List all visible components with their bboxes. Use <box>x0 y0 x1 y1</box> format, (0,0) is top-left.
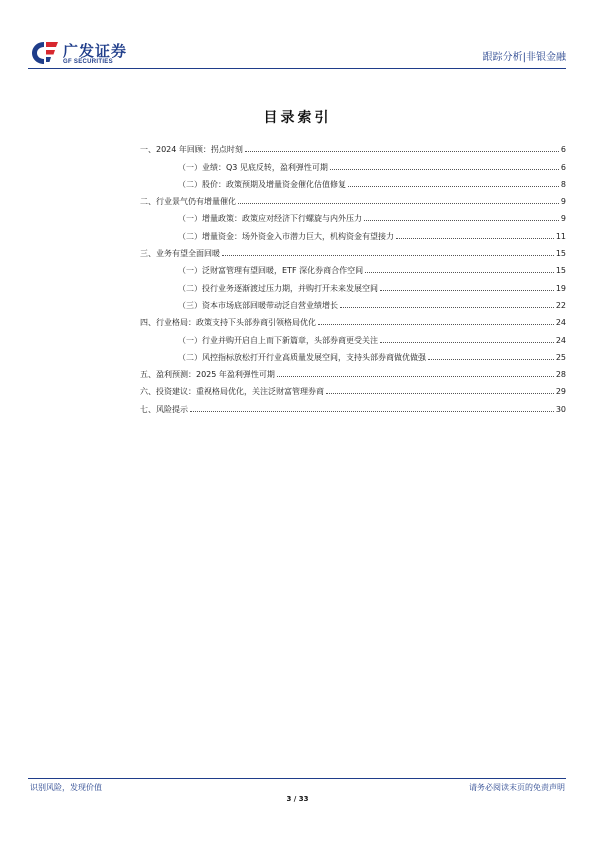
toc-entry[interactable] <box>140 242 566 259</box>
footer-slogan: 识别风险，发现价值 <box>30 783 102 792</box>
logo-name: 广发证券 <box>63 42 128 60</box>
toc-entry[interactable] <box>140 138 566 155</box>
toc-entry[interactable] <box>140 224 566 241</box>
toc-entry-title: 二、行业景气仍有增量催化 <box>140 197 236 207</box>
toc-entry-page: 28 <box>555 370 566 380</box>
logo-subtitle: GF SECURITIES <box>63 59 113 65</box>
toc-entry-page: 24 <box>555 318 566 328</box>
toc-entry-title: （一）泛财富管理有望回暖，ETF 深化券商合作空间 <box>178 266 364 276</box>
toc-entry-page: 6 <box>560 162 566 172</box>
toc-entry[interactable] <box>140 311 566 328</box>
toc-entry-page: 30 <box>555 404 566 414</box>
toc-entry-title: （一）增量政策：政策应对经济下行螺旋与内外压力 <box>178 214 362 224</box>
toc-entry-page: 9 <box>560 197 566 207</box>
toc-entry-title: 七、风险提示 <box>140 404 188 414</box>
toc-leader-dots <box>330 168 559 170</box>
toc-entry-title: （二）股价：政策预期及增量资金催化估值修复 <box>178 179 346 189</box>
toc-entry-title: 三、业务有望全面回暖 <box>140 249 220 259</box>
toc-entry-title: 四、行业格局：政策支持下头部券商引领格局优化 <box>140 318 316 328</box>
toc-entry-title: 五、盈利预测：2025 年盈利弹性可期 <box>140 370 275 380</box>
toc-entry[interactable] <box>140 346 566 363</box>
toc-entry[interactable] <box>140 363 566 380</box>
toc-leader-dots <box>396 237 554 239</box>
toc-entry-page: 11 <box>555 231 566 241</box>
toc-leader-dots <box>380 289 554 291</box>
toc-entry[interactable] <box>140 294 566 311</box>
toc-entry[interactable] <box>140 328 566 345</box>
toc-leader-dots <box>364 219 559 221</box>
toc-leader-dots <box>238 202 559 204</box>
toc-entry-title: （一）业绩：Q3 见底反转，盈利弹性可期 <box>178 162 328 172</box>
toc-entry[interactable] <box>140 207 566 224</box>
toc-entry-page: 29 <box>555 387 566 397</box>
toc-leader-dots <box>245 150 559 152</box>
toc-entry[interactable] <box>140 276 566 293</box>
toc-entry-title: 六、投资建议：重视格局优化，关注泛财富管理券商 <box>140 387 324 397</box>
report-section: 跟踪分析|非银金融 <box>482 52 566 63</box>
toc-entry-page: 25 <box>555 352 566 362</box>
toc-entry[interactable] <box>140 259 566 276</box>
toc-entry[interactable] <box>140 397 566 414</box>
toc-entry-page: 6 <box>560 145 566 155</box>
toc-entry-page: 24 <box>555 335 566 345</box>
toc-leader-dots <box>326 392 554 394</box>
toc-leader-dots <box>222 254 554 256</box>
gf-logo-icon <box>30 40 60 66</box>
toc-entry-page: 15 <box>555 249 566 259</box>
toc-entry[interactable] <box>140 380 566 397</box>
toc-leader-dots <box>428 358 554 360</box>
toc-leader-dots <box>277 375 554 377</box>
toc-leader-dots <box>190 410 554 412</box>
gf-securities-logo <box>30 40 150 68</box>
toc-entry-page: 15 <box>555 266 566 276</box>
toc-entry-page: 22 <box>555 300 566 310</box>
toc-entry-title: （二）风控指标放松打开行业高质量发展空间，支持头部券商做优做强 <box>178 352 426 362</box>
toc-entry-title: （二）增量资金：场外资金入市潜力巨大，机构资金有望接力 <box>178 231 394 241</box>
page-header <box>28 36 566 66</box>
toc-entry-title: （一）行业并购开启自上而下新篇章，头部券商更受关注 <box>178 335 378 345</box>
toc-title: 目录索引 <box>263 110 332 126</box>
table-of-contents <box>140 138 566 415</box>
toc-entry-title: （三）资本市场底部回暖带动泛自营业绩增长 <box>178 300 338 310</box>
footer-disclaimer: 请务必阅读末页的免责声明 <box>469 783 565 792</box>
toc-entry-title: （二）投行业务逐渐渡过压力期，并购打开未来发展空间 <box>178 283 378 293</box>
header-divider <box>28 68 566 69</box>
page-number: 3 / 33 <box>286 795 309 803</box>
toc-entry[interactable] <box>140 173 566 190</box>
toc-entry[interactable] <box>140 190 566 207</box>
toc-entry-page: 19 <box>555 283 566 293</box>
toc-entry-page: 8 <box>560 179 566 189</box>
toc-entry[interactable] <box>140 155 566 172</box>
toc-entry-title: 一、2024 年回顾：拐点时刻 <box>140 145 243 155</box>
toc-entry-page: 9 <box>560 214 566 224</box>
toc-leader-dots <box>340 306 554 308</box>
toc-leader-dots <box>318 323 554 325</box>
footer-divider <box>28 778 566 779</box>
toc-leader-dots <box>348 185 559 187</box>
toc-leader-dots <box>365 271 554 273</box>
toc-leader-dots <box>380 341 554 343</box>
